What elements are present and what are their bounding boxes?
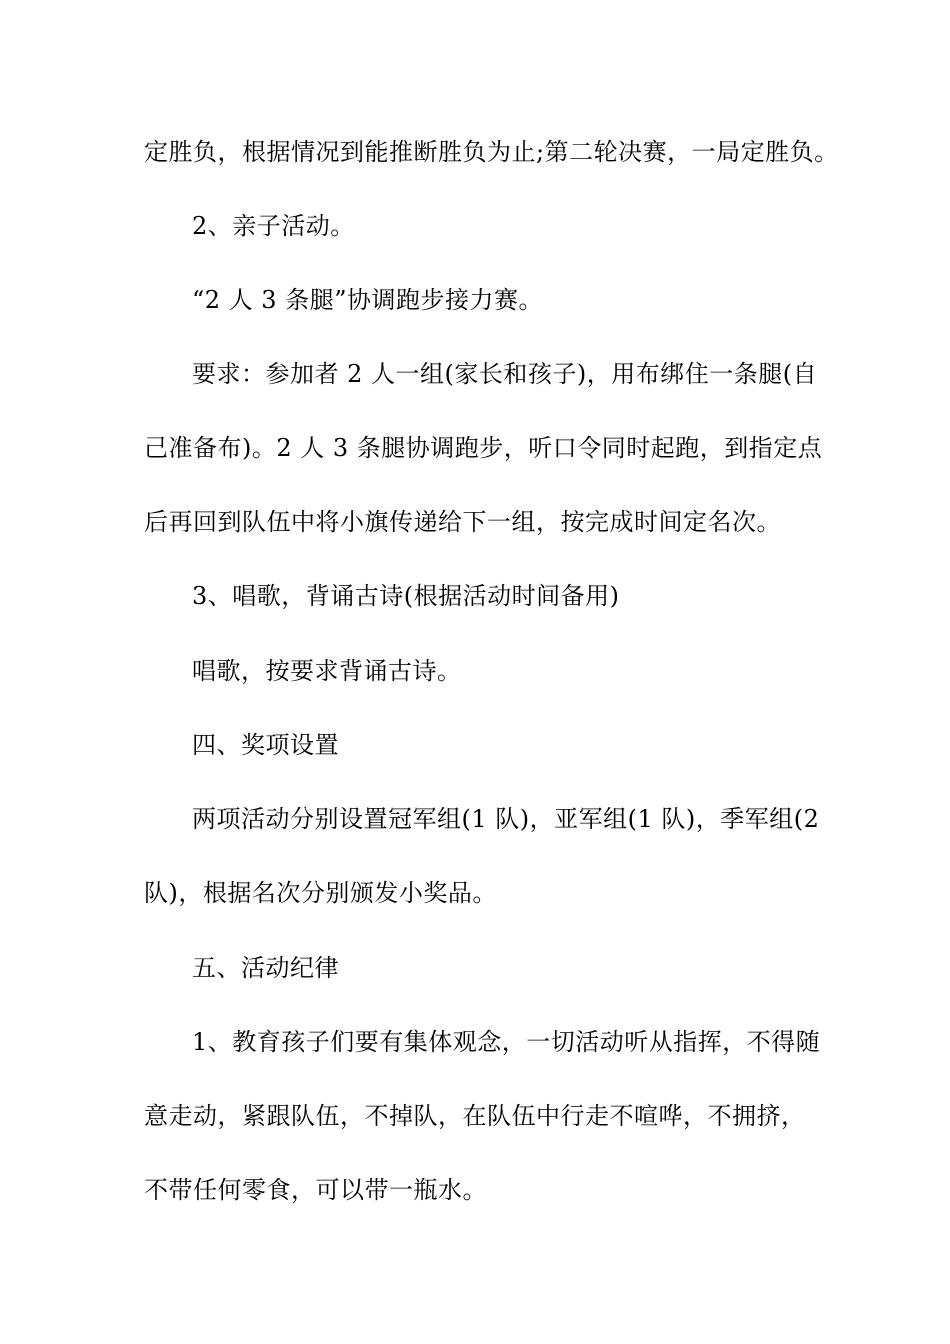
text-line: 己准备布)。2 人 3 条腿协调跑步，听口令同时起跑，到指定点	[144, 434, 823, 462]
section-heading: 五、活动纪律	[192, 954, 339, 982]
section-heading: 四、奖项设置	[192, 731, 339, 759]
text-line: 意走动，紧跟队伍，不掉队，在队伍中行走不喧哗，不拥挤，	[144, 1102, 806, 1130]
text-line: 队)，根据名次分别颁发小奖品。	[144, 879, 497, 907]
text-line: 3、唱歌，背诵古诗(根据活动时间备用)	[192, 582, 620, 610]
text-line: 不带任何零食，可以带一瓶水。	[144, 1176, 487, 1204]
text-line: 2、亲子活动。	[192, 212, 355, 240]
text-line: 后再回到队伍中将小旗传递给下一组，按完成时间定名次。	[144, 508, 781, 536]
text-line: 1、教育孩子们要有集体观念，一切活动听从指挥，不得随	[192, 1028, 821, 1056]
text-line: 两项活动分别设置冠军组(1 队)，亚军组(1 队)，季军组(2	[192, 805, 820, 833]
text-line: “2 人 3 条腿”协调跑步接力赛。	[192, 286, 543, 314]
text-line: 唱歌，按要求背诵古诗。	[192, 657, 462, 685]
text-line: 要求：参加者 2 人一组(家长和孩子)，用布绑住一条腿(自	[192, 360, 818, 388]
text-line: 定胜负，根据情况到能推断胜负为止;第二轮决赛，一局定胜负。	[144, 138, 839, 166]
